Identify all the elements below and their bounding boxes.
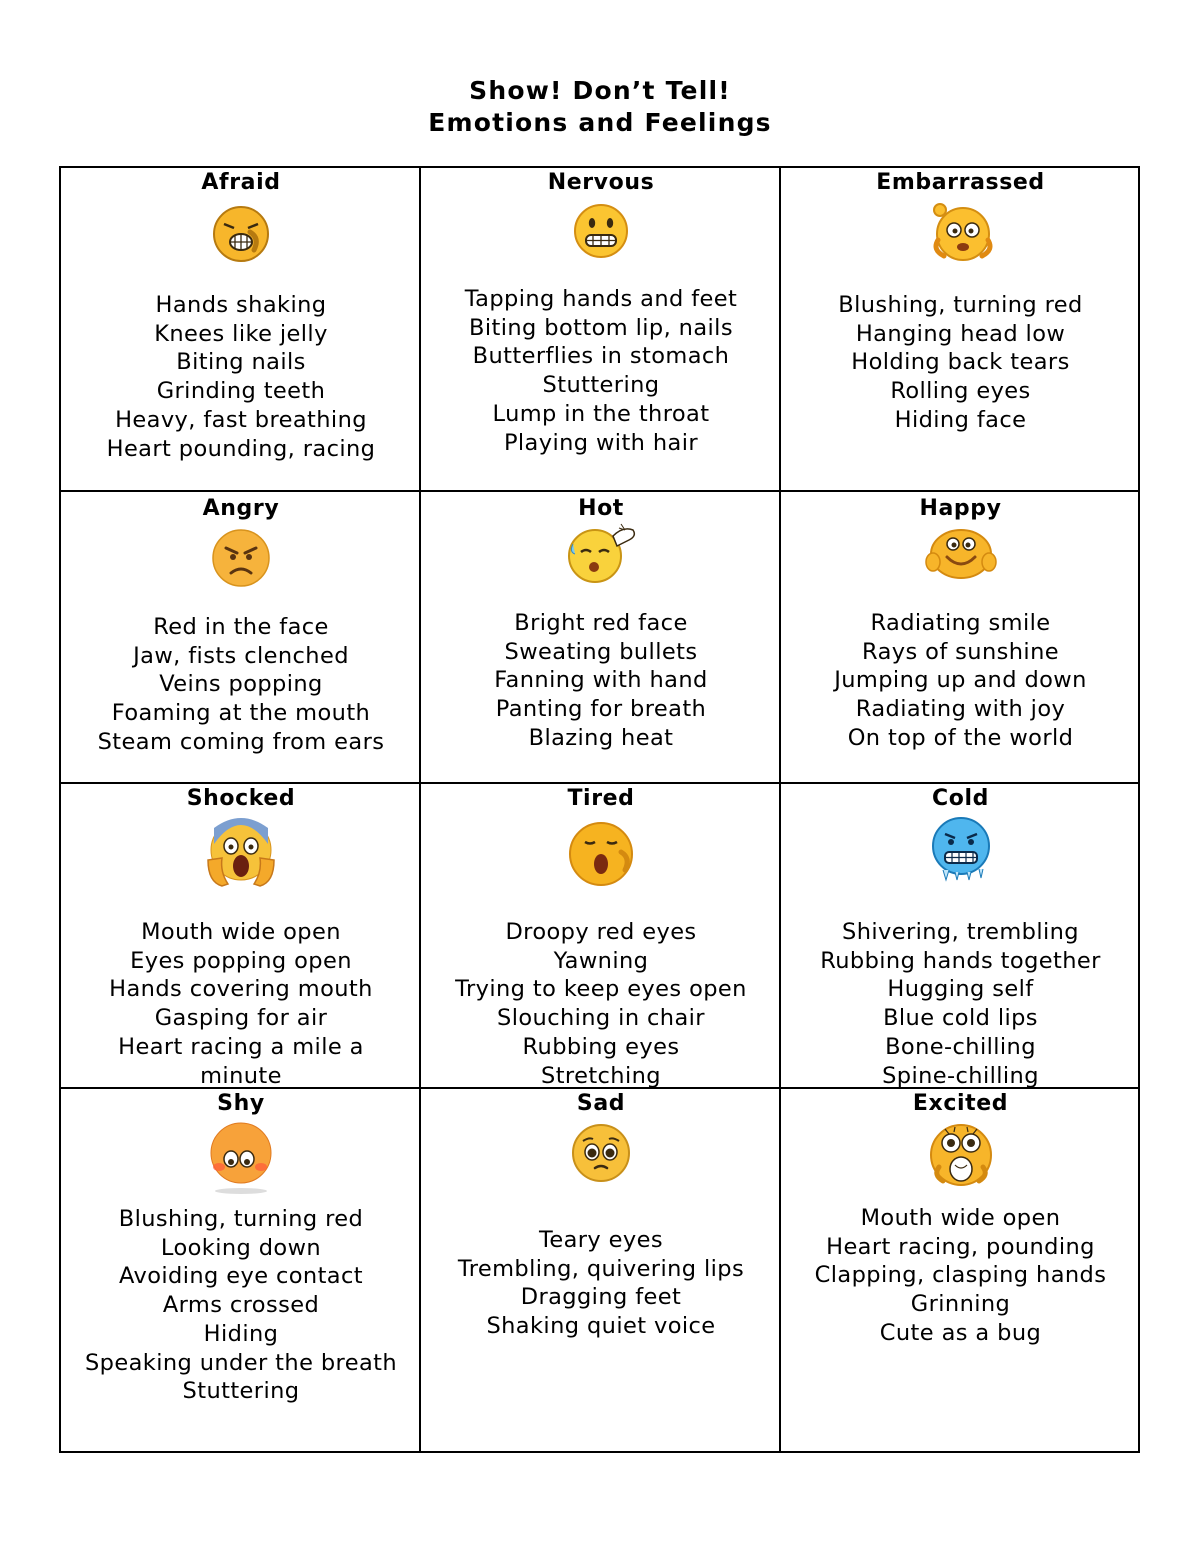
emotion-name: Cold	[932, 786, 989, 811]
emotion-description-list	[781, 918, 1140, 1090]
excited-face-icon	[927, 1119, 995, 1189]
emotion-description-list	[421, 1226, 781, 1341]
emotion-card-nervous	[421, 168, 781, 492]
list-item: Arms crossed	[162, 1292, 320, 1319]
emotion-card-hot	[421, 492, 781, 784]
list-item: Lump in the throat	[492, 400, 710, 427]
list-item: Shivering, trembling	[842, 919, 1079, 945]
list-item: Hugging self	[887, 976, 1034, 1003]
emotion-name: Hot	[578, 496, 624, 521]
list-item: Cute as a bug	[879, 1319, 1042, 1346]
list-item: Hiding	[203, 1320, 279, 1347]
emotion-description-list	[421, 609, 781, 753]
emotion-card-embarrassed	[781, 168, 1140, 492]
list-item: Tapping hands and feet	[464, 286, 738, 312]
list-item: Radiating smile	[870, 610, 1051, 636]
emotion-description-list	[61, 1205, 421, 1406]
list-item: Stretching	[541, 1062, 661, 1089]
list-item: Holding back tears	[851, 349, 1070, 376]
sad-face-icon	[569, 1121, 633, 1183]
list-item: Shaking quiet voice	[486, 1313, 716, 1340]
emotions-grid	[59, 166, 1140, 1453]
emotion-description-list	[61, 613, 421, 757]
list-item: Butterflies in stomach	[472, 343, 730, 370]
emotion-card-tired	[421, 784, 781, 1089]
shocked-face-icon	[204, 814, 278, 890]
embarrassed-face-icon	[926, 200, 996, 264]
emotion-description-list	[421, 918, 781, 1090]
list-item: Biting nails	[176, 349, 306, 376]
list-item: Blue cold lips	[883, 1005, 1038, 1032]
list-item: Hiding face	[894, 406, 1027, 433]
list-item: Stuttering	[182, 1378, 300, 1405]
hot-face-icon	[563, 522, 639, 584]
emotion-name: Sad	[576, 1091, 626, 1116]
emotion-card-angry	[61, 492, 421, 784]
list-item: Jaw, fists clenched	[133, 642, 349, 669]
list-item: Fanning with hand	[494, 667, 708, 694]
list-item: Blazing heat	[528, 724, 674, 751]
list-item: Steam coming from ears	[97, 728, 385, 755]
emotion-name: Tired	[567, 786, 635, 811]
list-item: Red in the face	[153, 614, 329, 640]
page-subtitle: Emotions and Feelings	[428, 108, 772, 137]
emotion-name: Shocked	[186, 786, 296, 811]
list-item: Trembling, quivering lips	[457, 1255, 745, 1282]
list-item: Mouth wide open	[141, 919, 341, 945]
emotion-description-list	[781, 609, 1140, 753]
list-item: Blushing, turning red	[118, 1206, 364, 1232]
list-item: Teary eyes	[539, 1227, 663, 1253]
emotion-card-cold	[781, 784, 1140, 1089]
emotion-description-list	[421, 285, 781, 457]
list-item: Yawning	[553, 947, 649, 974]
list-item: Bright red face	[514, 610, 688, 636]
emotion-name: Afraid	[201, 170, 281, 195]
list-item: Biting bottom lip, nails	[469, 314, 733, 341]
list-item: Dragging feet	[520, 1284, 682, 1311]
list-item: Mouth wide open	[860, 1205, 1061, 1231]
emotion-description-list	[781, 291, 1140, 435]
list-item: Veins popping	[159, 671, 323, 698]
list-item: Rays of sunshine	[862, 638, 1059, 665]
nervous-face-icon	[572, 202, 630, 260]
list-item: Heart racing a mile a minute	[118, 1033, 364, 1089]
shy-face-icon	[207, 1121, 275, 1195]
list-item: Radiating with joy	[855, 696, 1066, 723]
emotion-name: Embarrassed	[876, 170, 1045, 195]
emotion-description-list	[61, 291, 421, 463]
list-item: Rubbing eyes	[522, 1033, 680, 1060]
list-item: Playing with hair	[503, 429, 699, 456]
list-item: Foaming at the mouth	[111, 700, 371, 727]
list-item: Avoiding eye contact	[119, 1263, 363, 1290]
emotion-name: Shy	[217, 1091, 265, 1116]
list-item: Spine-chilling	[882, 1062, 1039, 1089]
list-item: Hands covering mouth	[109, 976, 373, 1003]
list-item: Stuttering	[542, 372, 660, 399]
list-item: Speaking under the breath	[84, 1349, 398, 1376]
emotion-name: Happy	[919, 496, 1002, 521]
list-item: Panting for breath	[495, 696, 707, 723]
emotion-card-excited	[781, 1089, 1140, 1453]
list-item: Bone-chilling	[885, 1033, 1036, 1060]
list-item: Looking down	[160, 1234, 322, 1261]
emotion-card-sad	[421, 1089, 781, 1453]
cold-face-icon	[927, 814, 995, 882]
list-item: Blushing, turning red	[838, 292, 1083, 318]
emotion-name: Nervous	[547, 170, 655, 195]
list-item: Sweating bullets	[504, 638, 698, 665]
emotion-card-happy	[781, 492, 1140, 784]
emotion-description-list	[61, 918, 421, 1090]
list-item: Heart pounding, racing	[106, 435, 376, 462]
list-item: Jumping up and down	[834, 667, 1087, 694]
list-item: Droopy red eyes	[505, 919, 697, 945]
angry-face-icon	[209, 528, 273, 588]
list-item: On top of the world	[847, 724, 1074, 751]
page-title: Show! Don’t Tell!	[469, 76, 731, 105]
emotion-name: Angry	[202, 496, 280, 521]
emotion-card-shocked	[61, 784, 421, 1089]
list-item: Gasping for air	[154, 1005, 328, 1032]
list-item: Hanging head low	[855, 320, 1066, 347]
emotion-card-shy	[61, 1089, 421, 1453]
list-item: Hands shaking	[155, 292, 327, 318]
list-item: Grinding teeth	[156, 378, 326, 405]
list-item: Heart racing, pounding	[826, 1233, 1095, 1260]
list-item: Grinning	[910, 1291, 1011, 1318]
list-item: Trying to keep eyes open	[455, 976, 747, 1003]
list-item: Rolling eyes	[890, 378, 1031, 405]
tired-face-icon	[567, 818, 635, 888]
list-item: Heavy, fast breathing	[115, 406, 367, 433]
list-item: Slouching in chair	[497, 1005, 705, 1032]
emotion-name: Excited	[912, 1091, 1009, 1116]
list-item: Knees like jelly	[154, 320, 328, 347]
afraid-face-icon	[210, 204, 272, 264]
emotion-description-list	[781, 1204, 1140, 1348]
list-item: Clapping, clasping hands	[814, 1262, 1107, 1289]
list-item: Eyes popping open	[130, 947, 352, 974]
emotion-card-afraid	[61, 168, 421, 492]
list-item: Rubbing hands together	[820, 947, 1101, 974]
happy-face-icon	[923, 524, 999, 582]
